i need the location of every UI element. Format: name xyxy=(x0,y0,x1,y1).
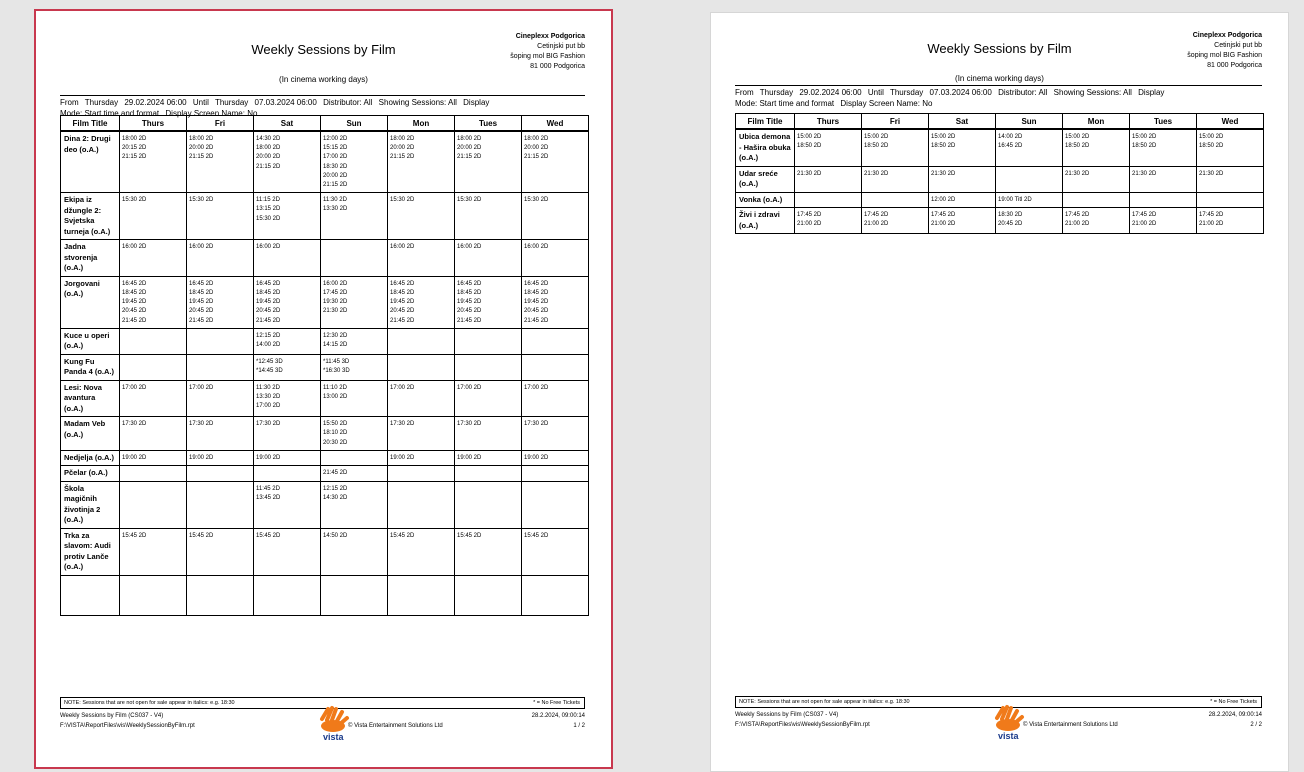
session-times: 17:45 2D 21:00 2D xyxy=(1130,208,1197,234)
table-row xyxy=(61,240,589,277)
until-day: Thursday xyxy=(214,98,249,107)
table-row xyxy=(61,328,589,354)
session-times: 17:45 2D 21:00 2D xyxy=(1063,208,1130,234)
report-footer-right xyxy=(1209,710,1262,730)
address-line: šoping mol BIG Fashion xyxy=(510,53,585,60)
session-times: 16:45 2D 18:45 2D 19:45 2D 20:45 2D 21:45 2D xyxy=(254,276,321,328)
divider xyxy=(735,85,1262,86)
page-number: 2 / 2 xyxy=(1250,722,1262,728)
session-times xyxy=(187,466,254,482)
session-times: *12:45 3D *14:45 3D xyxy=(254,354,321,380)
table-row xyxy=(61,354,589,380)
session-times: 15:30 2D xyxy=(120,193,187,240)
film-title: Živi i zdravi (o.A.) xyxy=(736,208,795,234)
session-times: 17:00 2D xyxy=(455,380,522,417)
session-times: 19:00 2D xyxy=(254,450,321,466)
address-line: Cetinjski put bb xyxy=(537,43,585,50)
table-row xyxy=(61,276,589,328)
table-row xyxy=(61,450,589,466)
session-times: 12:30 2D 14:15 2D xyxy=(321,328,388,354)
column-header-day: Sun xyxy=(321,116,388,132)
session-times: 16:00 2D xyxy=(522,240,589,277)
report-footer-right xyxy=(532,711,585,731)
session-times: 17:30 2D xyxy=(187,417,254,451)
until-date: 07.03.2024 06:00 xyxy=(254,98,317,107)
session-times: 17:30 2D xyxy=(522,417,589,451)
table-row xyxy=(61,193,589,240)
session-times: 18:00 2D 20:00 2D 21:15 2D xyxy=(455,131,522,193)
session-times xyxy=(522,354,589,380)
address-line: 81 000 Podgorica xyxy=(1207,62,1262,69)
session-times: 15:45 2D xyxy=(388,528,455,575)
session-times xyxy=(862,192,929,208)
session-times: 21:45 2D xyxy=(321,466,388,482)
sessions-table xyxy=(60,115,589,616)
session-times xyxy=(321,240,388,277)
report-timestamp: 28.2.2024, 09:00:14 xyxy=(531,713,585,719)
column-header-day: Fri xyxy=(862,114,929,130)
session-times: 15:45 2D xyxy=(120,528,187,575)
report-title: Weekly Sessions by Film xyxy=(927,41,1072,56)
session-times: 18:00 2D 20:15 2D 21:15 2D xyxy=(120,131,187,193)
film-title: Ekipa iz džungle 2: Svjetska turneja (o.A.) xyxy=(61,193,120,240)
session-times: 17:00 2D xyxy=(522,380,589,417)
session-times: 17:30 2D xyxy=(455,417,522,451)
session-times xyxy=(522,328,589,354)
table-row xyxy=(736,192,1264,208)
session-times: 17:00 2D xyxy=(120,380,187,417)
session-times xyxy=(455,328,522,354)
film-title: Lesi: Nova avantura (o.A.) xyxy=(61,380,120,417)
copyright: © Vista Entertainment Solutions Ltd xyxy=(1023,722,1118,728)
copyright: © Vista Entertainment Solutions Ltd xyxy=(348,723,443,729)
session-times xyxy=(187,481,254,528)
session-times: 12:15 2D 14:30 2D xyxy=(321,481,388,528)
session-times: 15:30 2D xyxy=(388,193,455,240)
report-subtitle: (In cinema working days) xyxy=(955,74,1044,83)
session-times: 21:30 2D xyxy=(1063,166,1130,192)
vista-logo-icon xyxy=(991,704,1025,740)
column-header-film-title: Film Title xyxy=(61,116,120,132)
column-header-day: Sun xyxy=(996,114,1063,130)
empty-row xyxy=(61,575,589,615)
session-times: 15:00 2D 18:50 2D xyxy=(862,129,929,166)
session-times: 12:15 2D 14:00 2D xyxy=(254,328,321,354)
film-title: Vonka (o.A.) xyxy=(736,192,795,208)
session-times: 16:00 2D xyxy=(254,240,321,277)
session-times: 19:00 2D xyxy=(388,450,455,466)
film-title: Kuce u operi (o.A.) xyxy=(61,328,120,354)
from-label: From xyxy=(60,98,79,107)
column-header-day: Thurs xyxy=(120,116,187,132)
screen-name-label: Display Screen Name: No xyxy=(165,109,258,118)
film-title: Ubica demona - Haširа obuka (o.A.) xyxy=(736,129,795,166)
report-code: Weekly Sessions by Film (CS037 - V4) xyxy=(60,713,164,719)
session-times: 11:10 2D 13:00 2D xyxy=(321,380,388,417)
session-times xyxy=(187,354,254,380)
session-times: 15:45 2D xyxy=(254,528,321,575)
session-times: 14:30 2D 18:00 2D 20:00 2D 21:15 2D xyxy=(254,131,321,193)
session-times xyxy=(1130,192,1197,208)
session-times: 16:45 2D 18:45 2D 19:45 2D 20:45 2D 21:45 2D xyxy=(187,276,254,328)
session-times: 18:30 2D 20:45 2D xyxy=(996,208,1063,234)
display-label: Display xyxy=(463,98,490,107)
showing-filter: Showing Sessions: All xyxy=(378,98,457,107)
session-times: 15:00 2D 18:50 2D xyxy=(1063,129,1130,166)
film-title: Kung Fu Panda 4 (o.A.) xyxy=(61,354,120,380)
no-free-tickets-legend: * = No Free Tickets xyxy=(1210,699,1257,705)
session-times: 11:45 2D 13:45 2D xyxy=(254,481,321,528)
session-times: 17:30 2D xyxy=(120,417,187,451)
session-times xyxy=(120,328,187,354)
svg-text:vista: vista xyxy=(998,731,1019,740)
film-title: Udar sreće (o.A.) xyxy=(736,166,795,192)
column-header-day: Tues xyxy=(1130,114,1197,130)
session-times: 14:50 2D xyxy=(321,528,388,575)
vista-logo-icon xyxy=(316,705,350,741)
screen-name-label: Display Screen Name: No xyxy=(840,99,933,108)
session-times: 17:45 2D 21:00 2D xyxy=(929,208,996,234)
session-times xyxy=(254,466,321,482)
report-footer-left xyxy=(735,710,870,730)
session-times xyxy=(120,481,187,528)
session-times: 16:00 2D xyxy=(187,240,254,277)
table-row xyxy=(61,481,589,528)
table-row xyxy=(61,417,589,451)
until-label: Until xyxy=(867,88,884,97)
session-times: 19:00 2D xyxy=(522,450,589,466)
session-times: 18:00 2D 20:00 2D 21:15 2D xyxy=(187,131,254,193)
session-times: 16:00 2D 17:45 2D 19:30 2D 21:30 2D xyxy=(321,276,388,328)
session-times: 11:30 2D 13:30 2D xyxy=(321,193,388,240)
session-times: 15:45 2D xyxy=(455,528,522,575)
film-title: Trka za slavom: Audi protiv Lanče (o.A.) xyxy=(61,528,120,575)
report-footer-left xyxy=(60,711,195,731)
session-times xyxy=(522,466,589,482)
report-file-path: F:\VISTA\ReportFiles\vis\WeeklySessionByFilm.rpt xyxy=(60,723,195,729)
address-line: 81 000 Podgorica xyxy=(530,63,585,70)
session-times: 16:45 2D 18:45 2D 19:45 2D 20:45 2D 21:45 2D xyxy=(388,276,455,328)
session-times: 15:45 2D xyxy=(187,528,254,575)
distributor-filter: Distributor: All xyxy=(323,98,373,107)
session-times xyxy=(388,328,455,354)
column-header-day: Mon xyxy=(388,116,455,132)
film-title: Škola magičnih životinja 2 (o.A.) xyxy=(61,481,120,528)
session-times xyxy=(996,166,1063,192)
film-title: Madam Veb (o.A.) xyxy=(61,417,120,451)
note-text: NOTE: Sessions that are not open for sale appear in italics: e.g. 18:30 xyxy=(64,700,235,706)
session-times: 15:30 2D xyxy=(187,193,254,240)
address-line: šoping mol BIG Fashion xyxy=(1187,52,1262,59)
session-times: 21:30 2D xyxy=(1130,166,1197,192)
table-row xyxy=(736,208,1264,234)
session-times: 16:00 2D xyxy=(388,240,455,277)
session-times: 11:30 2D 13:30 2D 17:00 2D xyxy=(254,380,321,417)
session-times: 19:00 2D xyxy=(455,450,522,466)
showing-filter: Showing Sessions: All xyxy=(1053,88,1132,97)
table-row xyxy=(61,528,589,575)
session-times: 18:00 2D 20:00 2D 21:15 2D xyxy=(522,131,589,193)
session-times: 15:00 2D 18:50 2D xyxy=(795,129,862,166)
session-times xyxy=(120,466,187,482)
session-times: 17:30 2D xyxy=(254,417,321,451)
table-row xyxy=(61,466,589,482)
session-times: 16:00 2D xyxy=(455,240,522,277)
session-times xyxy=(187,328,254,354)
cinema-address xyxy=(1187,31,1262,71)
session-times: 17:00 2D xyxy=(388,380,455,417)
cinema-address xyxy=(510,32,585,72)
session-times: 17:30 2D xyxy=(388,417,455,451)
mode-label: Mode: Start time and format xyxy=(735,99,835,108)
film-title: Nedjelja (o.A.) xyxy=(61,450,120,466)
session-times: *11:45 3D *16:30 3D xyxy=(321,354,388,380)
report-page-1[interactable] xyxy=(34,9,613,769)
table-row xyxy=(736,129,1264,166)
column-header-day: Wed xyxy=(1197,114,1264,130)
column-header-day: Sat xyxy=(254,116,321,132)
until-day: Thursday xyxy=(889,88,924,97)
sessions-table xyxy=(735,113,1264,234)
session-times: 17:45 2D 21:00 2D xyxy=(862,208,929,234)
session-times xyxy=(120,354,187,380)
session-times: 17:00 2D xyxy=(187,380,254,417)
session-times: 16:45 2D 18:45 2D 19:45 2D 20:45 2D 21:45 2D xyxy=(522,276,589,328)
session-times: 16:00 2D xyxy=(120,240,187,277)
session-times xyxy=(1063,192,1130,208)
cinema-name: Cineplexx Podgorica xyxy=(515,33,585,40)
table-row xyxy=(736,166,1264,192)
session-times xyxy=(1197,192,1264,208)
session-times: 18:00 2D 20:00 2D 21:15 2D xyxy=(388,131,455,193)
film-title: Pčelar (o.A.) xyxy=(61,466,120,482)
until-date: 07.03.2024 06:00 xyxy=(929,88,992,97)
column-header-film-title: Film Title xyxy=(736,114,795,130)
cinema-name: Cineplexx Podgorica xyxy=(1192,32,1262,39)
from-date: 29.02.2024 06:00 xyxy=(799,88,862,97)
session-times xyxy=(455,466,522,482)
session-times: 21:30 2D xyxy=(862,166,929,192)
from-day: Thursday xyxy=(84,98,119,107)
report-parameters xyxy=(735,87,1262,109)
session-times xyxy=(388,466,455,482)
session-times xyxy=(455,481,522,528)
column-header-day: Mon xyxy=(1063,114,1130,130)
film-title: Jorgovani (o.A.) xyxy=(61,276,120,328)
session-times: 15:00 2D 18:50 2D xyxy=(1197,129,1264,166)
film-title: Jadna stvorenja (o.A.) xyxy=(61,240,120,277)
session-times: 15:45 2D xyxy=(522,528,589,575)
session-times: 19:00 2D xyxy=(187,450,254,466)
column-header-day: Tues xyxy=(455,116,522,132)
session-times xyxy=(388,481,455,528)
column-header-day: Thurs xyxy=(795,114,862,130)
report-subtitle: (In cinema working days) xyxy=(279,75,368,84)
session-times: 17:45 2D 21:00 2D xyxy=(1197,208,1264,234)
report-page-2[interactable] xyxy=(710,12,1289,772)
distributor-filter: Distributor: All xyxy=(998,88,1048,97)
film-title: Dina 2: Drugi deo (o.A.) xyxy=(61,131,120,193)
session-times xyxy=(795,192,862,208)
session-times: 11:15 2D 13:15 2D 15:30 2D xyxy=(254,193,321,240)
session-times: 14:00 2D 16:45 2D xyxy=(996,129,1063,166)
session-times: 15:30 2D xyxy=(522,193,589,240)
session-times: 19:00 2D xyxy=(120,450,187,466)
svg-text:vista: vista xyxy=(323,732,344,741)
session-times: 12:00 2D xyxy=(929,192,996,208)
session-times: 15:30 2D xyxy=(455,193,522,240)
session-times: 15:00 2D 18:50 2D xyxy=(1130,129,1197,166)
session-times xyxy=(522,481,589,528)
from-day: Thursday xyxy=(759,88,794,97)
session-times: 19:00 Titl 2D xyxy=(996,192,1063,208)
session-times: 21:30 2D xyxy=(795,166,862,192)
session-times: 15:00 2D 18:50 2D xyxy=(929,129,996,166)
mode-label: Mode: Start time and format xyxy=(60,109,160,118)
display-label: Display xyxy=(1138,88,1165,97)
no-free-tickets-legend: * = No Free Tickets xyxy=(533,700,580,706)
session-times: 21:30 2D xyxy=(929,166,996,192)
session-times: 21:30 2D xyxy=(1197,166,1264,192)
divider xyxy=(60,95,585,96)
column-header-day: Wed xyxy=(522,116,589,132)
address-line: Cetinjski put bb xyxy=(1214,42,1262,49)
report-timestamp: 28.2.2024, 09:00:14 xyxy=(1208,712,1262,718)
report-code: Weekly Sessions by Film (CS037 - V4) xyxy=(735,712,839,718)
session-times: 12:00 2D 15:15 2D 17:00 2D 18:30 2D 20:00 2D 21:15 2D xyxy=(321,131,388,193)
report-title: Weekly Sessions by Film xyxy=(251,42,396,57)
session-times xyxy=(321,450,388,466)
until-label: Until xyxy=(192,98,209,107)
table-row xyxy=(61,380,589,417)
session-times: 17:45 2D 21:00 2D xyxy=(795,208,862,234)
from-date: 29.02.2024 06:00 xyxy=(124,98,187,107)
note-text: NOTE: Sessions that are not open for sale appear in italics: e.g. 18:30 xyxy=(739,699,910,705)
session-times: 16:45 2D 18:45 2D 19:45 2D 20:45 2D 21:45 2D xyxy=(120,276,187,328)
from-label: From xyxy=(735,88,754,97)
session-times: 15:50 2D 18:10 2D 20:30 2D xyxy=(321,417,388,451)
column-header-day: Fri xyxy=(187,116,254,132)
session-times xyxy=(455,354,522,380)
table-row xyxy=(61,131,589,193)
page-number: 1 / 2 xyxy=(573,723,585,729)
session-times: 16:45 2D 18:45 2D 19:45 2D 20:45 2D 21:45 2D xyxy=(455,276,522,328)
report-file-path: F:\VISTA\ReportFiles\vis\WeeklySessionByFilm.rpt xyxy=(735,722,870,728)
column-header-day: Sat xyxy=(929,114,996,130)
session-times xyxy=(388,354,455,380)
